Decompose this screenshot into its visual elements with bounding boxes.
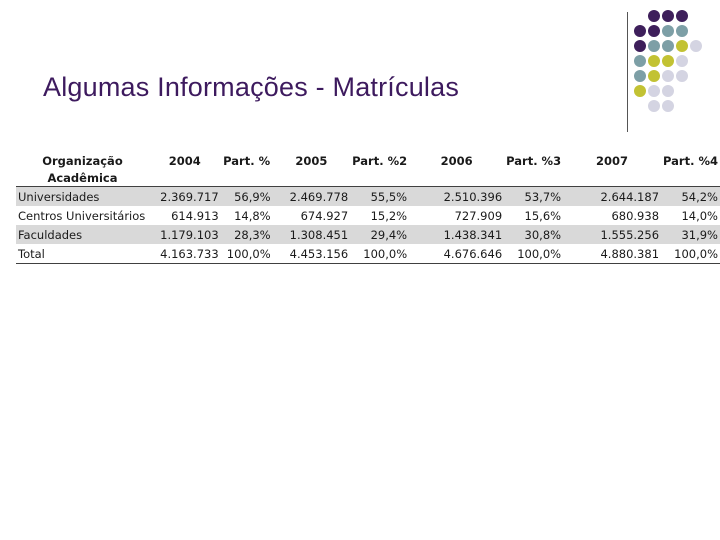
row-label: Universidades <box>16 187 149 207</box>
cell-value: 14,0% <box>681 208 718 223</box>
cell-value: 14,8% <box>234 208 271 223</box>
decorative-dot <box>676 25 688 37</box>
decorative-dot <box>662 10 674 22</box>
cell-value: 614.913 <box>171 208 219 223</box>
cell-value: 28,3% <box>221 225 273 244</box>
decorative-dot <box>648 10 660 22</box>
cell-value: 29,4% <box>350 225 409 244</box>
cell-value: 55,5% <box>350 187 409 207</box>
decorative-dot <box>662 40 674 52</box>
decorative-dot <box>634 25 646 37</box>
enrollment-table <box>16 152 720 264</box>
table-row-total <box>16 244 720 264</box>
cell-value: 54,2% <box>661 187 720 207</box>
header-part-2006: Part. %3 <box>506 153 562 168</box>
table-row <box>16 206 720 225</box>
cell-value: 1.308.451 <box>273 225 351 244</box>
cell-value: 2.369.717 <box>149 187 221 207</box>
decorative-dot <box>676 10 688 22</box>
decorative-dot <box>676 55 688 67</box>
decorative-dot <box>648 40 660 52</box>
cell-value: 56,9% <box>221 187 273 207</box>
cell-value: 674.927 <box>300 208 349 223</box>
slide-title: Algumas Informações - Matrículas <box>43 72 460 102</box>
cell-value: 100,0% <box>504 244 563 264</box>
header-2006: 2006 <box>440 153 473 168</box>
cell-value: 100,0% <box>661 244 720 264</box>
table-row <box>16 225 720 244</box>
cell-value: 30,8% <box>504 225 563 244</box>
title-divider-line <box>627 12 628 132</box>
cell-value: 31,9% <box>661 225 720 244</box>
decorative-dot <box>648 100 660 112</box>
cell-value: 680.938 <box>611 208 660 223</box>
cell-value: 15,2% <box>370 208 408 223</box>
cell-value: 1.555.256 <box>563 225 661 244</box>
header-part-2004: Part. % <box>223 153 271 168</box>
decorative-dot <box>648 70 660 82</box>
decorative-dot <box>662 70 674 82</box>
row-label: Faculdades <box>16 225 149 244</box>
decorative-dot <box>662 100 674 112</box>
cell-value: 2.644.187 <box>563 187 661 207</box>
header-part-2007: Part. %4 <box>663 153 718 168</box>
header-2005: 2005 <box>295 153 328 168</box>
table-row <box>16 187 720 207</box>
cell-value: 4.163.733 <box>149 244 221 264</box>
cell-value: 15,6% <box>524 208 562 223</box>
cell-value: 2.469.778 <box>273 187 351 207</box>
header-2007: 2007 <box>596 153 629 168</box>
header-2004: 2004 <box>168 153 201 168</box>
cell-value: 4.453.156 <box>273 244 351 264</box>
cell-value: 4.880.381 <box>563 244 661 264</box>
cell-value: 100,0% <box>221 244 273 264</box>
decorative-dot <box>634 85 646 97</box>
header-organizacao: Organização <box>42 153 123 168</box>
decorative-dot <box>648 85 660 97</box>
decorative-dot <box>676 40 688 52</box>
cell-value: 727.909 <box>454 208 503 223</box>
decorative-dot <box>676 70 688 82</box>
decorative-dot <box>648 55 660 67</box>
cell-value: 2.510.396 <box>409 187 504 207</box>
decorative-dot <box>662 85 674 97</box>
header-academica: Acadêmica <box>16 169 149 187</box>
decorative-dot <box>634 40 646 52</box>
cell-value: 1.179.103 <box>149 225 221 244</box>
decorative-dot <box>662 25 674 37</box>
cell-value: 100,0% <box>350 244 409 264</box>
decorative-dot <box>634 70 646 82</box>
decorative-dot <box>662 55 674 67</box>
decorative-dot <box>648 25 660 37</box>
cell-value: 4.676.646 <box>409 244 504 264</box>
header-part-2005: Part. %2 <box>352 153 408 168</box>
cell-value: 53,7% <box>504 187 563 207</box>
decorative-dot <box>690 40 702 52</box>
row-label: Centros Universitários <box>18 208 146 223</box>
decorative-dot <box>634 55 646 67</box>
cell-value: 1.438.341 <box>409 225 504 244</box>
row-label: Total <box>16 244 149 264</box>
